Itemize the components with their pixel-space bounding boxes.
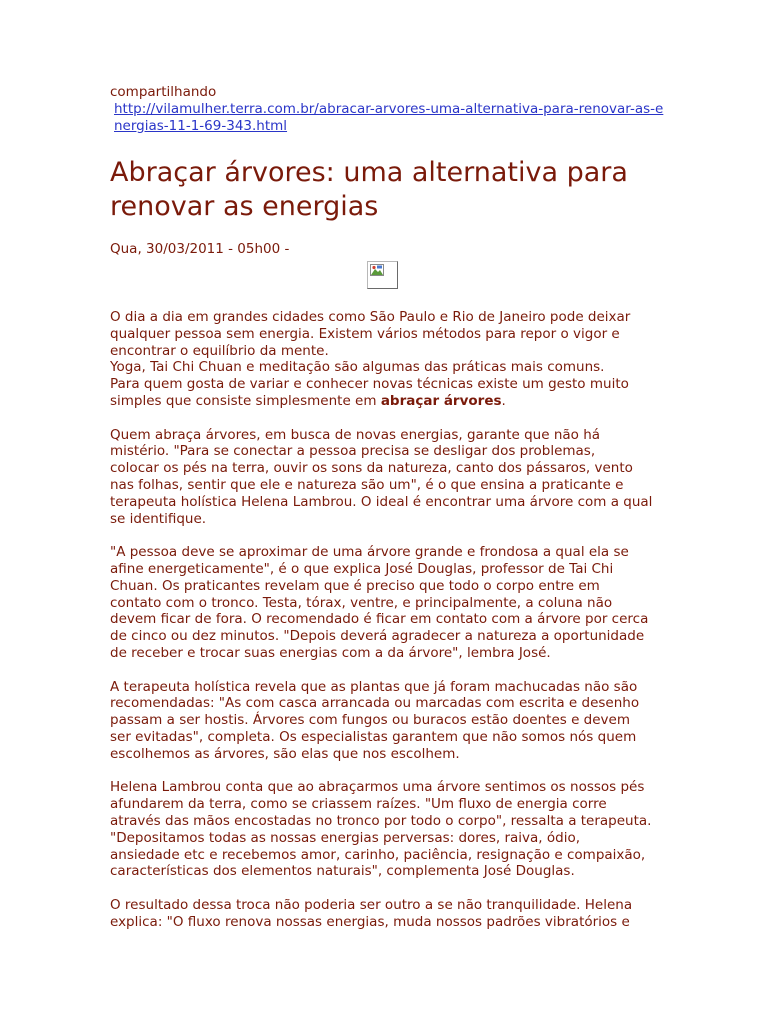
highlight-abracar-arvores: abraçar árvores [380,392,502,409]
paragraph-5: Helena Lambrou conta que ao abraçarmos uma árvore sentimos os nossos pés afundarem da terra, como se criassem raízes. "Um fluxo de energia corre através das mãos encostadas no tronco por todo o corpo", ressalta a terapeuta. "Depositamos todas as nossas energias perversas: dores, raiva, ódio, ansiedade etc e recebemos amor, carinho, paciência, resignação e compaixão, características dos elementos naturais", complementa José Douglas. [110,779,652,880]
paragraph-intro-text: O dia a dia em grandes cidades como São Paulo e Rio de Janeiro pode deixar qualquer pessoa sem energia. Existem vários métodos para repor o vigor e encontrar o equilíbrio da mente. Yoga, Tai Chi Chuan e meditação são algumas das práticas mais comuns. Para quem gosta de variar e conhecer novas técnicas existe um gesto muito simples que consiste simplesmente em [110,309,631,409]
document-page [110,84,666,930]
paragraph-6: O resultado dessa troca não poderia ser outro a se não tranquilidade. Helena explica: "O fluxo renova nossas energias, muda nossos padrões vibratórios e [110,896,633,930]
article-title: Abraçar árvores: uma alternativa para renovar as energias [110,157,628,222]
source-link[interactable]: http://vilamulher.terra.com.br/abracar-arvores-uma-alternativa-para-renovar-as-energias-11-1-69-343.html [114,101,664,134]
paragraph-intro-end: . [501,392,506,409]
broken-image-icon [367,261,398,289]
paragraph-4: A terapeuta holística revela que as plantas que já foram machucadas não são recomendadas: "As com casca arrancada ou marcadas com escrita e desenho passam a ser hostis. Árvores com fungos ou buracos estão doentes e devem ser evitadas", completa. Os especialistas garantem que não somos nós quem escolhemos as árvores, são elas que nos escolhem. [110,678,640,762]
paragraph-2: Quem abraça árvores, em busca de novas energias, garante que não há mistério. "Para se conectar a pessoa precisa se desligar dos problemas, colocar os pés na terra, ouvir os sons da natureza, canto dos pássaros, vento nas folhas, sentir que ele e natureza são um", é o que ensina a praticante e terapeuta holística Helena Lambrou. O ideal é encontrar uma árvore com a qual se identifique. [110,426,653,527]
paragraph-3: "A pessoa deve se aproximar de uma árvore grande e frondosa a qual ela se afine energeticamente", é o que explica José Douglas, professor de Tai Chi Chuan. Os praticantes revelam que é preciso que todo o corpo entre em contato com o tronco. Testa, tórax, ventre, e principalmente, a coluna não devem ficar de fora. O recomendado é ficar em contato com a árvore por cerca de cinco ou dez minutos. "Depois deverá agradecer a natureza a oportunidade de receber e trocar suas energias com a da árvore", lembra José. [110,544,649,661]
article-date: Qua, 30/03/2011 - 05h00 - [110,241,290,257]
sharing-label: compartilhando [110,84,217,100]
paragraph-intro [110,309,666,410]
